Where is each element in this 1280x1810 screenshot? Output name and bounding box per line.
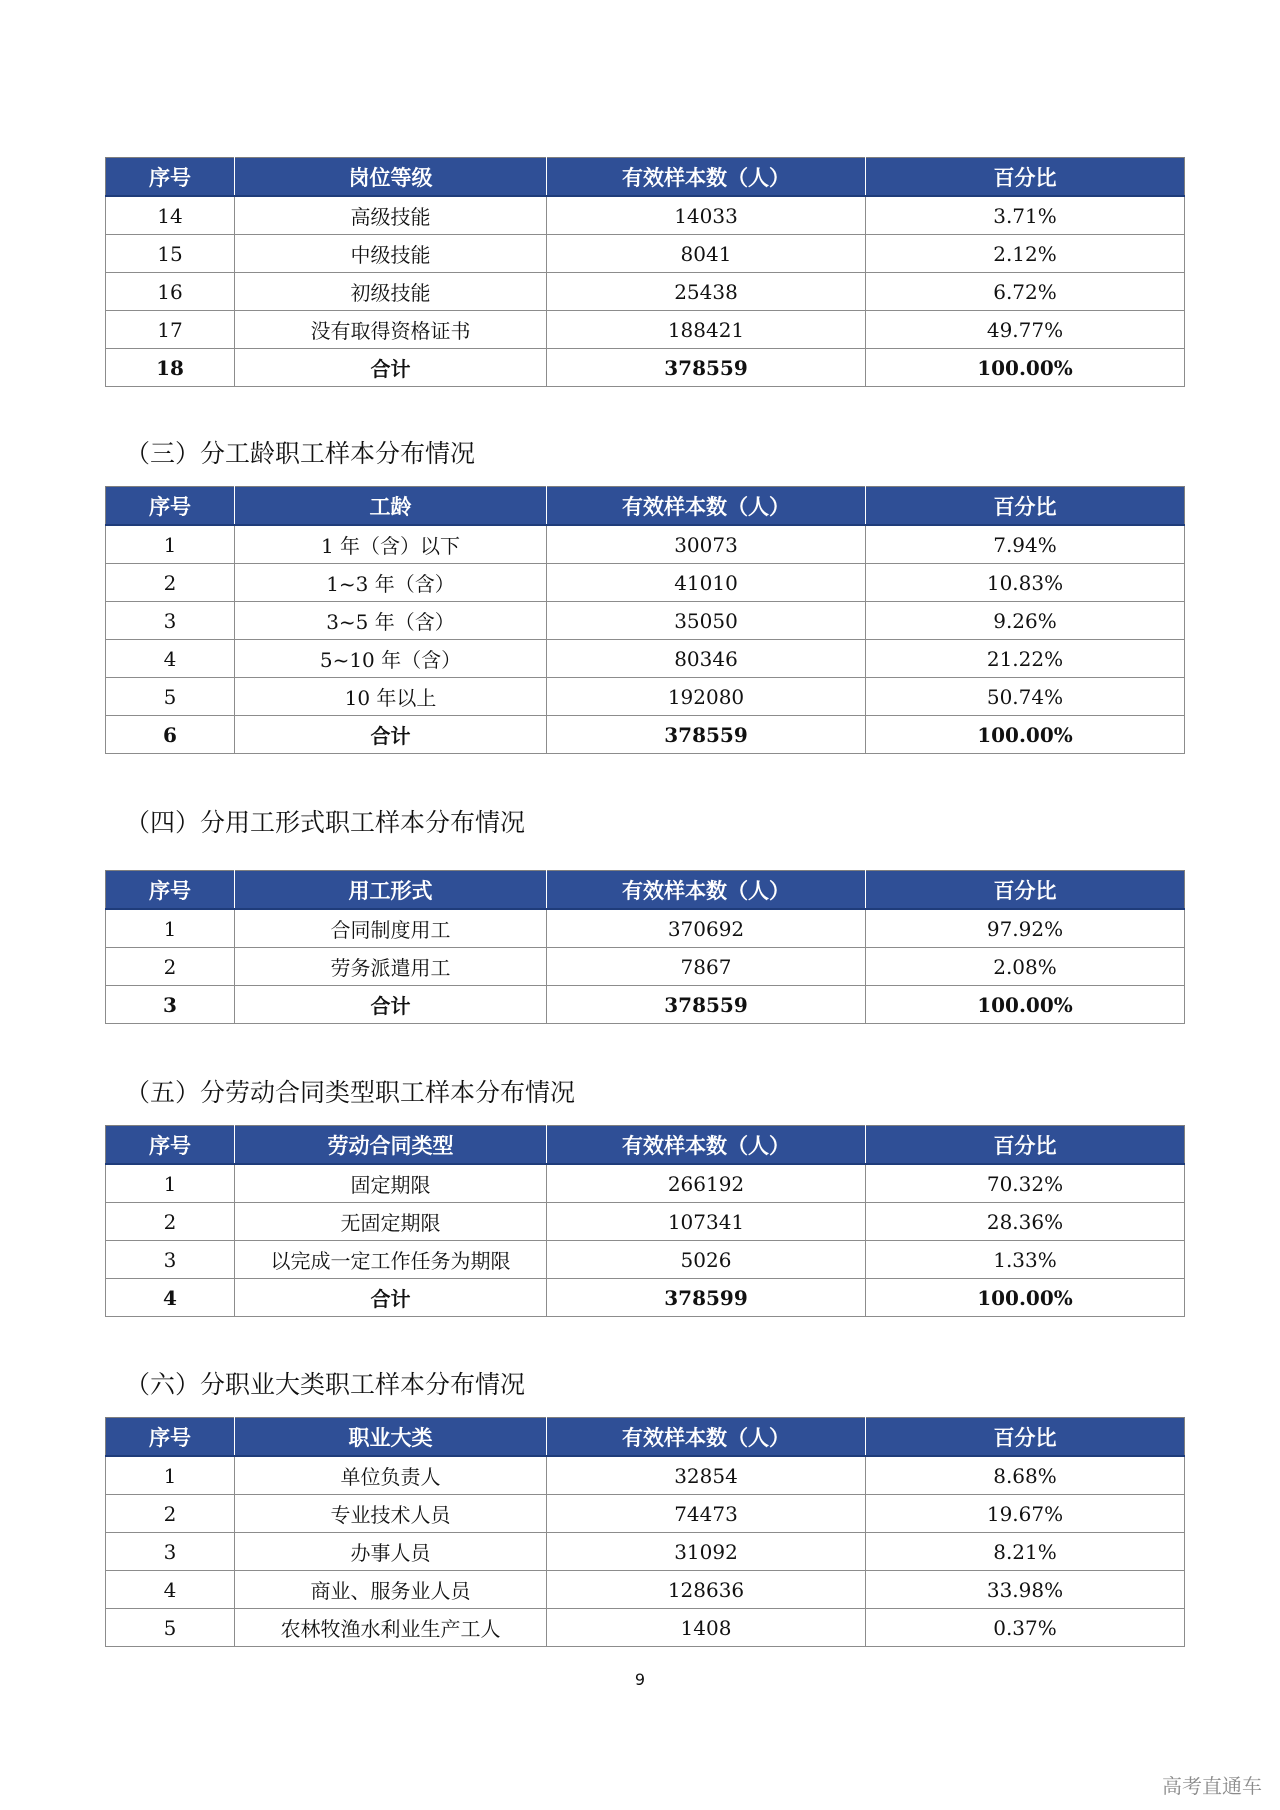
cell-count: 188421 [547, 311, 866, 349]
contract-type-table [105, 1125, 1185, 1317]
cell-name: 以完成一定工作任务为期限 [235, 1241, 547, 1279]
table-row [106, 1571, 1185, 1609]
cell-percent: 100.00% [866, 349, 1185, 387]
cell-count: 25438 [547, 273, 866, 311]
cell-count: 5026 [547, 1241, 866, 1279]
section-heading-employment-form: （四）分用工形式职工样本分布情况 [125, 808, 526, 837]
cell-count: 1408 [547, 1609, 866, 1647]
cell-seq: 1 [106, 1456, 235, 1495]
table-row [106, 678, 1185, 716]
table-row [106, 196, 1185, 235]
cell-count: 31092 [547, 1533, 866, 1571]
cell-seq: 18 [106, 349, 235, 387]
header-category: 职业大类 [235, 1418, 547, 1457]
table-row [106, 1164, 1185, 1203]
cell-name: 单位负责人 [235, 1456, 547, 1495]
table-row [106, 1203, 1185, 1241]
work-years-table-block [105, 486, 1184, 754]
header-seq: 序号 [106, 871, 235, 910]
section-heading-contract-type: （五）分劳动合同类型职工样本分布情况 [125, 1078, 576, 1107]
cell-percent: 100.00% [866, 716, 1185, 754]
cell-seq: 4 [106, 1571, 235, 1609]
table-row [106, 273, 1185, 311]
header-category: 工龄 [235, 487, 547, 526]
cell-name: 办事人员 [235, 1533, 547, 1571]
header-percent: 百分比 [866, 1418, 1185, 1457]
cell-percent: 2.08% [866, 948, 1185, 986]
cell-percent: 70.32% [866, 1164, 1185, 1203]
table-header-row [106, 487, 1185, 526]
header-count: 有效样本数（人） [547, 1126, 866, 1165]
total-row [106, 986, 1185, 1024]
cell-percent: 50.74% [866, 678, 1185, 716]
cell-seq: 4 [106, 1279, 235, 1317]
cell-count: 266192 [547, 1164, 866, 1203]
cell-seq: 6 [106, 716, 235, 754]
header-seq: 序号 [106, 1126, 235, 1165]
cell-seq: 2 [106, 564, 235, 602]
cell-name: 固定期限 [235, 1164, 547, 1203]
section-heading-occupation: （六）分职业大类职工样本分布情况 [125, 1370, 526, 1399]
cell-percent: 8.21% [866, 1533, 1185, 1571]
cell-name: 专业技术人员 [235, 1495, 547, 1533]
total-row [106, 349, 1185, 387]
header-percent: 百分比 [866, 487, 1185, 526]
header-category: 岗位等级 [235, 158, 547, 197]
header-percent: 百分比 [866, 158, 1185, 197]
table-row [106, 311, 1185, 349]
cell-percent: 33.98% [866, 1571, 1185, 1609]
cell-percent: 0.37% [866, 1609, 1185, 1647]
employment-form-table-block [105, 870, 1184, 1024]
cell-name: 高级技能 [235, 196, 547, 235]
cell-count: 8041 [547, 235, 866, 273]
watermark-text: 高考直通车 [1162, 1774, 1262, 1798]
cell-percent: 49.77% [866, 311, 1185, 349]
cell-count: 14033 [547, 196, 866, 235]
cell-percent: 100.00% [866, 986, 1185, 1024]
cell-count: 74473 [547, 1495, 866, 1533]
header-count: 有效样本数（人） [547, 1418, 866, 1457]
cell-seq: 17 [106, 311, 235, 349]
cell-percent: 1.33% [866, 1241, 1185, 1279]
cell-percent: 21.22% [866, 640, 1185, 678]
header-seq: 序号 [106, 158, 235, 197]
cell-count: 80346 [547, 640, 866, 678]
cell-name: 初级技能 [235, 273, 547, 311]
cell-count: 192080 [547, 678, 866, 716]
cell-count: 41010 [547, 564, 866, 602]
table-row [106, 1609, 1185, 1647]
cell-percent: 2.12% [866, 235, 1185, 273]
employment-form-table [105, 870, 1185, 1024]
cell-seq: 5 [106, 678, 235, 716]
table-row [106, 564, 1185, 602]
header-category: 用工形式 [235, 871, 547, 910]
cell-name: 合计 [235, 716, 547, 754]
total-row [106, 716, 1185, 754]
header-seq: 序号 [106, 487, 235, 526]
cell-name: 中级技能 [235, 235, 547, 273]
header-count: 有效样本数（人） [547, 158, 866, 197]
header-percent: 百分比 [866, 871, 1185, 910]
cell-name: 合同制度用工 [235, 909, 547, 948]
cell-name: 5~10 年（含） [235, 640, 547, 678]
cell-seq: 2 [106, 1203, 235, 1241]
cell-seq: 3 [106, 986, 235, 1024]
cell-percent: 8.68% [866, 1456, 1185, 1495]
cell-seq: 1 [106, 909, 235, 948]
cell-name: 3~5 年（含） [235, 602, 547, 640]
table-row [106, 525, 1185, 564]
cell-count: 35050 [547, 602, 866, 640]
table-row [106, 640, 1185, 678]
header-count: 有效样本数（人） [547, 871, 866, 910]
cell-percent: 28.36% [866, 1203, 1185, 1241]
cell-seq: 4 [106, 640, 235, 678]
cell-count: 30073 [547, 525, 866, 564]
cell-count: 128636 [547, 1571, 866, 1609]
occupation-table [105, 1417, 1185, 1647]
table-header-row [106, 871, 1185, 910]
cell-name: 1 年（含）以下 [235, 525, 547, 564]
header-category: 劳动合同类型 [235, 1126, 547, 1165]
table-header-row [106, 158, 1185, 197]
cell-name: 合计 [235, 986, 547, 1024]
total-row [106, 1279, 1185, 1317]
cell-name: 劳务派遣用工 [235, 948, 547, 986]
cell-percent: 7.94% [866, 525, 1185, 564]
cell-name: 10 年以上 [235, 678, 547, 716]
header-percent: 百分比 [866, 1126, 1185, 1165]
cell-percent: 100.00% [866, 1279, 1185, 1317]
cell-seq: 15 [106, 235, 235, 273]
cell-count: 107341 [547, 1203, 866, 1241]
table-row [106, 1495, 1185, 1533]
cell-seq: 1 [106, 1164, 235, 1203]
cell-percent: 3.71% [866, 196, 1185, 235]
section-heading-work-years: （三）分工龄职工样本分布情况 [125, 439, 476, 468]
cell-percent: 97.92% [866, 909, 1185, 948]
cell-seq: 16 [106, 273, 235, 311]
cell-seq: 14 [106, 196, 235, 235]
page-number: 9 [634, 1670, 646, 1689]
table-row [106, 235, 1185, 273]
cell-count: 7867 [547, 948, 866, 986]
cell-seq: 1 [106, 525, 235, 564]
contract-type-table-block [105, 1125, 1184, 1317]
cell-seq: 5 [106, 1609, 235, 1647]
cell-percent: 10.83% [866, 564, 1185, 602]
cell-percent: 9.26% [866, 602, 1185, 640]
cell-name: 商业、服务业人员 [235, 1571, 547, 1609]
cell-seq: 3 [106, 1533, 235, 1571]
job-level-table-block [105, 157, 1184, 387]
table-row [106, 909, 1185, 948]
work-years-table [105, 486, 1185, 754]
cell-percent: 19.67% [866, 1495, 1185, 1533]
header-count: 有效样本数（人） [547, 487, 866, 526]
cell-count: 378599 [547, 1279, 866, 1317]
occupation-table-block [105, 1417, 1184, 1647]
table-header-row [106, 1126, 1185, 1165]
cell-name: 合计 [235, 1279, 547, 1317]
job-level-table [105, 157, 1185, 387]
cell-name: 合计 [235, 349, 547, 387]
table-row [106, 1241, 1185, 1279]
cell-name: 没有取得资格证书 [235, 311, 547, 349]
cell-count: 370692 [547, 909, 866, 948]
cell-name: 1~3 年（含） [235, 564, 547, 602]
cell-seq: 3 [106, 1241, 235, 1279]
cell-percent: 6.72% [866, 273, 1185, 311]
table-header-row [106, 1418, 1185, 1457]
table-row [106, 602, 1185, 640]
cell-count: 378559 [547, 349, 866, 387]
table-row [106, 1456, 1185, 1495]
header-seq: 序号 [106, 1418, 235, 1457]
cell-seq: 2 [106, 948, 235, 986]
table-row [106, 948, 1185, 986]
cell-seq: 2 [106, 1495, 235, 1533]
cell-count: 32854 [547, 1456, 866, 1495]
cell-count: 378559 [547, 716, 866, 754]
table-row [106, 1533, 1185, 1571]
cell-name: 农林牧渔水利业生产工人 [235, 1609, 547, 1647]
cell-name: 无固定期限 [235, 1203, 547, 1241]
cell-count: 378559 [547, 986, 866, 1024]
cell-seq: 3 [106, 602, 235, 640]
